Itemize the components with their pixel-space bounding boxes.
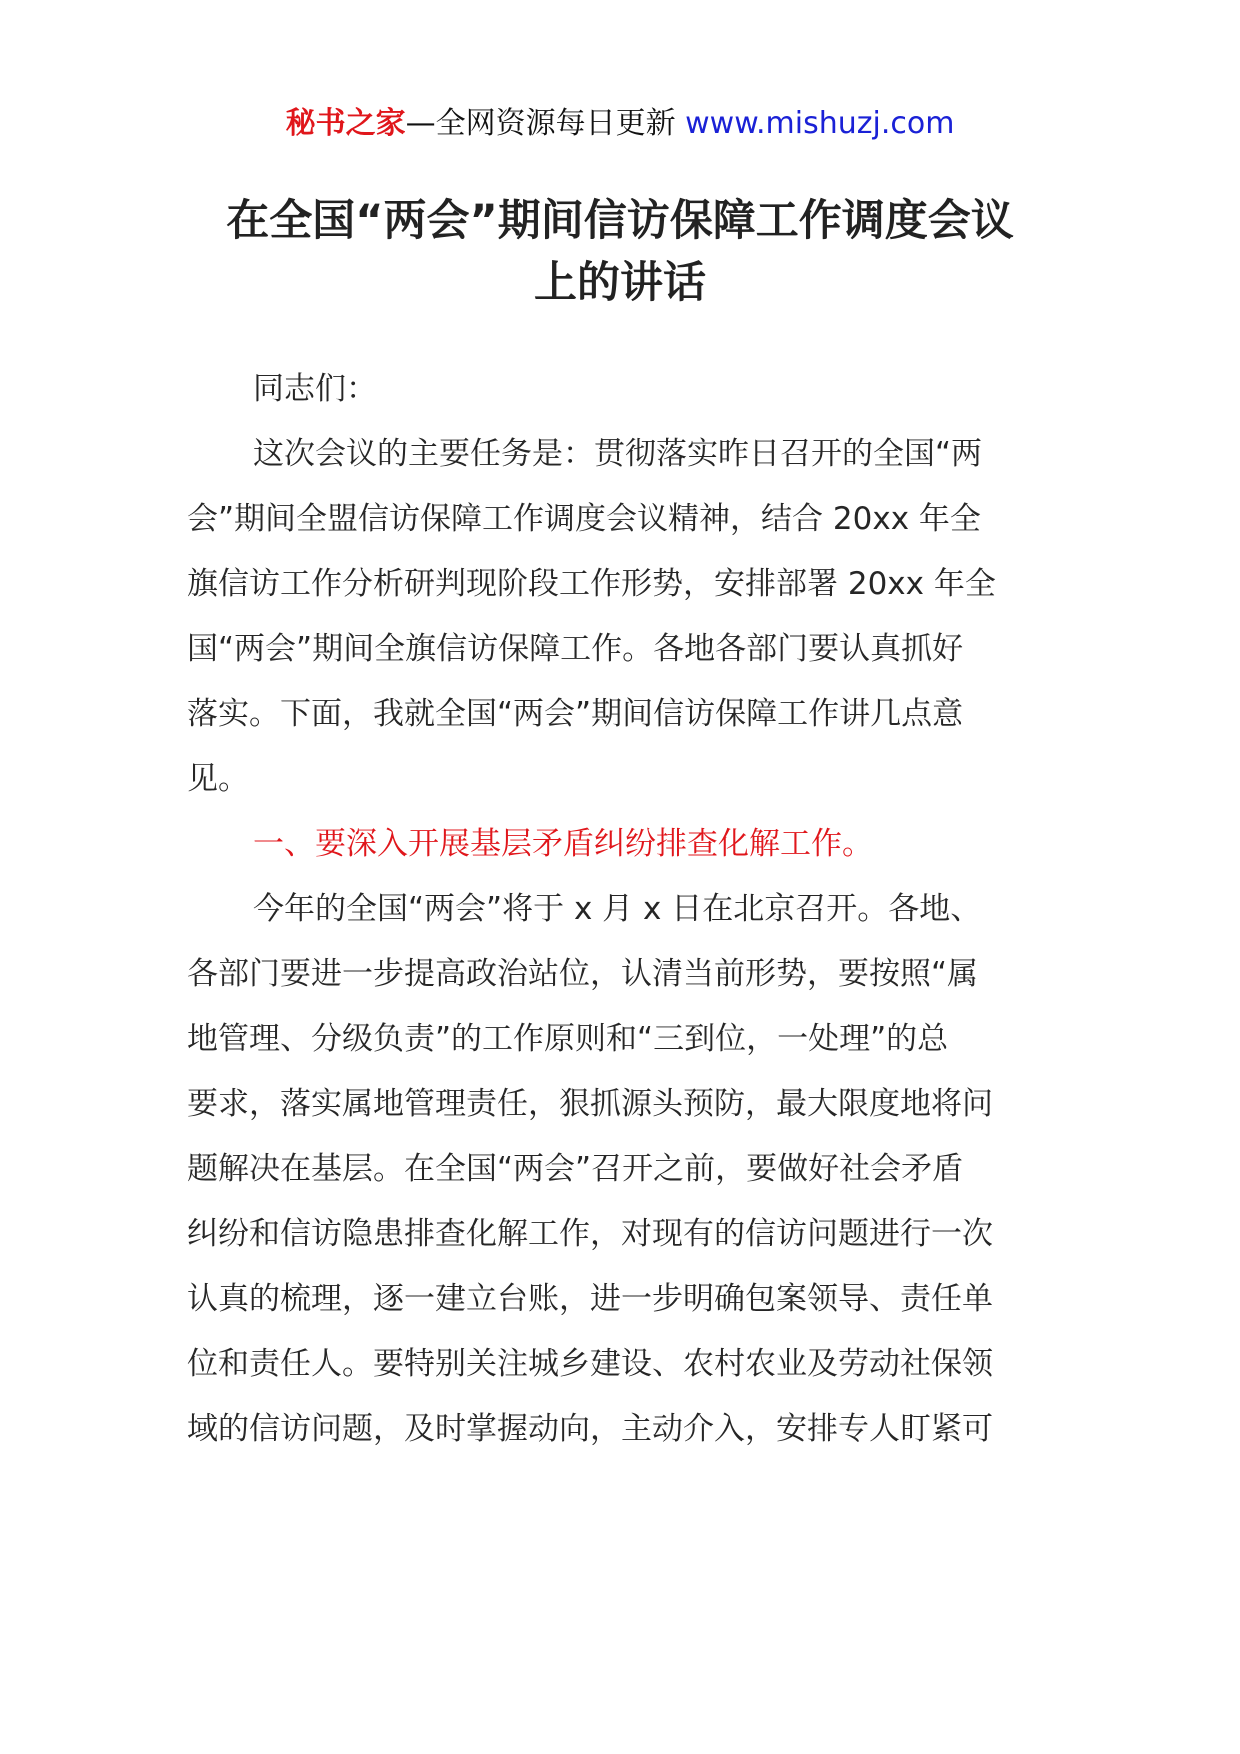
paragraph-line: 会”期间全盟信访保障工作调度会议精神，结合 20xx 年全 — [187, 501, 981, 537]
title-line-1: 在全国“两会”期间信访保障工作调度会议 — [226, 196, 1014, 246]
site-url-link[interactable]: www.mishuzj.com — [685, 106, 955, 141]
paragraph-line: 题解决在基层。在全国“两会”召开之前，要做好社会矛盾 — [187, 1151, 964, 1187]
paragraph-line: 纠纷和信访隐患排查化解工作，对现有的信访问题进行一次 — [187, 1216, 993, 1252]
paragraph-line: 认真的梳理，逐一建立台账，进一步明确包案领导、责任单 — [187, 1281, 993, 1317]
section-heading-1: 一、要深入开展基层矛盾纠纷排查化解工作。 — [253, 826, 873, 862]
paragraph-line: 地管理、分级负责”的工作原则和“三到位，一处理”的总 — [187, 1021, 949, 1057]
site-tagline: —全网资源每日更新 — [405, 106, 676, 141]
paragraph-1 — [187, 422, 1047, 812]
paragraph-line: 今年的全国“两会”将于 x 月 x 日在北京召开。各地、 — [253, 891, 982, 927]
site-header — [0, 100, 1240, 148]
paragraph-line: 位和责任人。要特别关注城乡建设、农村农业及劳动社保领 — [187, 1346, 993, 1382]
title-line-2: 上的讲话 — [534, 258, 706, 308]
site-brand: 秘书之家 — [285, 106, 406, 141]
greeting: 同志们： — [253, 371, 377, 407]
paragraph-line: 要求，落实属地管理责任，狠抓源头预防，最大限度地将问 — [187, 1086, 993, 1122]
paragraph-line: 这次会议的主要任务是：贯彻落实昨日召开的全国“两 — [253, 436, 983, 472]
paragraph-line: 域的信访问题，及时掌握动向，主动介入，安排专人盯紧可 — [187, 1411, 993, 1447]
paragraph-2 — [187, 877, 1047, 1462]
paragraph-line: 各部门要进一步提高政治站位，认清当前形势，要按照“属 — [187, 956, 979, 992]
paragraph-line: 见。 — [187, 761, 249, 797]
paragraph-line: 旗信访工作分析研判现阶段工作形势，安排部署 20xx 年全 — [187, 566, 996, 602]
document-title — [150, 190, 1090, 314]
paragraph-line: 国“两会”期间全旗信访保障工作。各地各部门要认真抓好 — [187, 631, 964, 667]
document-body — [187, 357, 1047, 1462]
paragraph-line: 落实。下面，我就全国“两会”期间信访保障工作讲几点意 — [187, 696, 964, 732]
